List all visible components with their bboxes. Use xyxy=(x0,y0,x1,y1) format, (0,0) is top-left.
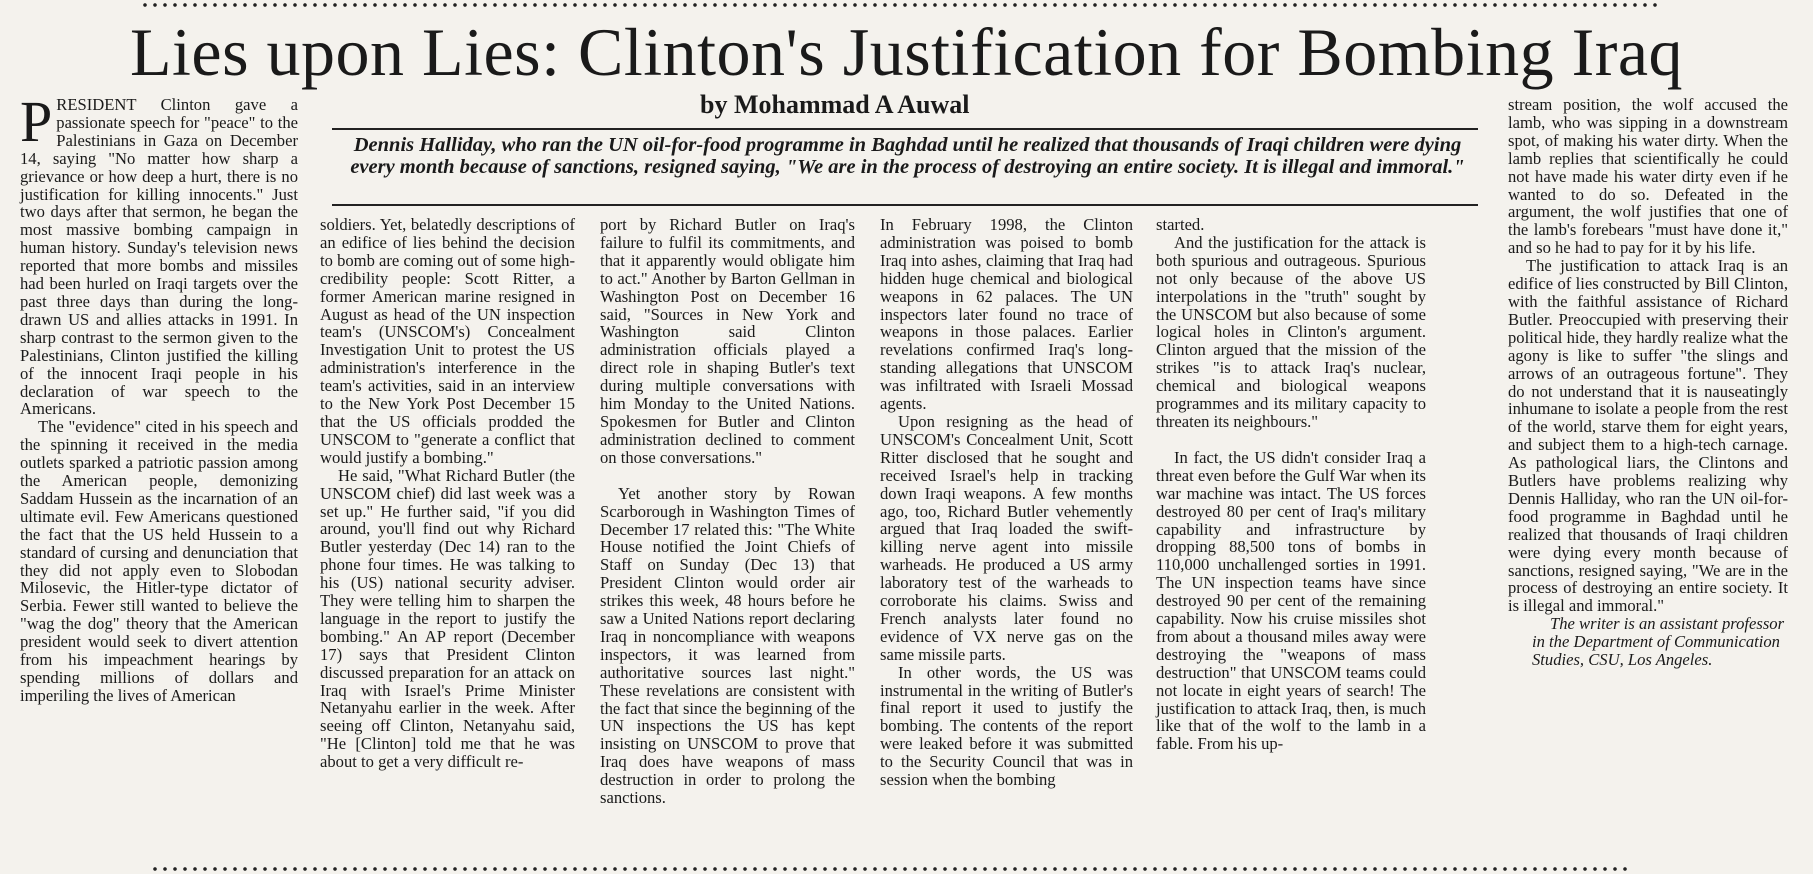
author-signature: The writer is an assistant professor in the Department of Communication Studies, CSU, Los Angeles. xyxy=(1532,614,1785,670)
deck-rule-bottom xyxy=(332,204,1478,206)
deck-rule-top xyxy=(332,128,1478,130)
deck-pull-quote: Dennis Halliday, who ran the UN oil-for-food programme in Baghdad until he realized that thousands of Iraqi children were dying every month because of sanctions, resigned saying, "We are in the process of destroying an entire society. It is illegal and immoral." xyxy=(350,134,1465,178)
headline: Lies upon Lies: Clinton's Justification for Bombing Iraq xyxy=(129,14,1684,90)
bottom-dotted-rule xyxy=(150,864,1630,874)
paragraph-text: RESIDENT Clinton gave a passionate speech for "peace" to the Palestinians in Gaza on December 14, saying "No matter how sharp a grievance or how deep a hurt, there is no justification for killing innocents." Just two days after that sermon, he began the most massive bombing campaign in human history. Sunday's television news reported that more bombs and missiles had been hurled on Iraqi targets over the past three days than during the long-drawn US and allies attacks in 1991. In sharp contrast to the sermon given to the Palestinians, Clinton justified the killing of the innocent Iraqi people in his declaration of war speech to the Americans. xyxy=(20,95,298,419)
paragraph: He said, "What Richard Butler (the UNSCOM chief) did last week was a set up." He further said, "if you did around, you'll find out why Richard Butler yesterday (Dec 14) ran to the phone four times. He was talking to his (US) national security adviser. They were telling him to sharpen the language in the report to justify the bombing." An AP report (December 17) says that President Clinton discussed preparation for an attack on Iraq with Israel's Prime Minister Netanyahu earlier in the week. After seeing off Clinton, Netanyahu said, "He [Clinton] told me that he was about to get a very difficult re- xyxy=(320,465,575,772)
byline: by Mohammad A Auwal xyxy=(700,90,970,119)
column-1 xyxy=(20,89,298,705)
paragraph: Yet another story by Rowan Scarborough in Washington Times of December 17 related this: "The White House notified the Joint Chiefs of Staff on Sunday (Dec 13) that President Clinton would order air strikes this week, 48 hours before he saw a United Nations report declaring Iraq in noncompliance with weapons inspectors, it was learned from authoritative sources last night." These revelations are consistent with the fact that since the beginning of the UN inspections the US has kept insisting on UNSCOM to prove that Iraq does have weapons of mass destruction in order to prolong the sanctions. xyxy=(600,483,855,808)
paragraph: port by Richard Butler on Iraq's failure to fulfil its commitments, and that it apparently would obligate him to act." Another by Barton Gellman in Washington Post on December 16 said, "Sources in New York and Washington said Clinton administration officials played a direct role in shaping Butler's text during multiple conversations with him Monday to the United Nations. Spokesmen for Butler and Clinton administration declined to comment on those conversations." xyxy=(600,215,855,467)
column-3 xyxy=(600,216,855,807)
paragraph: stream position, the wolf accused the lamb, who was sipping in a downstream spot, of making his water dirty. When the lamb replies that scientifically he could not have made his water dirty even if he wanted to do so. Defeated in the argument, the wolf justifies that one of the lamb's forebears "must have done it," and so he had to pay for it by his life. xyxy=(1508,95,1788,258)
paragraph xyxy=(20,89,298,419)
paragraph: soldiers. Yet, belatedly descriptions of an edifice of lies behind the decision to bomb are coming out of some high-credibility people: Scott Ritter, a former American marine resigned in August as head of the UN inspection team's (UNSCOM's) Concealment Investigation Unit to protest the US administration's interference in the team's activities, said in an interview to the New York Post December 15 that the US officials prodded the UNSCOM to "generate a conflict that would justify a bombing." xyxy=(320,215,575,467)
column-5 xyxy=(1156,216,1426,753)
column-2 xyxy=(320,216,575,771)
paragraph: In other words, the US was instrumental in the writing of Butler's final report it used to justify the bombing. The contents of the report were leaked before it was submitted to the Security Council that was in session when the bombing xyxy=(880,662,1133,790)
column-6 xyxy=(1508,96,1788,669)
paragraph: Upon resigning as the head of UNSCOM's Concealment Unit, Scott Ritter disclosed that he sought and received Israel's help in tracking down Iraqi weapons. A few months ago, too, Richard Butler vehemently argued that Iraq loaded the swift-killing nerve agent into missile warheads. He produced a US army laboratory test of the warheads to corroborate his claims. Swiss and French analysts later found no evidence of VX nerve gas on the same missile parts. xyxy=(880,411,1133,664)
paragraph: And the justification for the attack is both spurious and outrageous. Spurious not only because of the above US interpolations in the "truth" sought by the UNSCOM but also because of some logical holes in Clinton's argument. Clinton argued that the mission of the strikes "is to attack Iraq's nuclear, chemical and biological weapons programmes and its military capacity to threaten its neighbours." xyxy=(1156,232,1426,431)
paragraph: started. xyxy=(1156,215,1205,234)
column-4 xyxy=(880,216,1133,789)
paragraph: In fact, the US didn't consider Iraq a threat even before the Gulf War when its war machine was intact. The US forces destroyed 80 per cent of Iraq's military capability and infrastructure by dropping 88,500 tons of bombs in 110,000 unchallenged sorties in 1991. The UN inspection teams have since destroyed 90 per cent of the remaining capability. Now his cruise missiles shot from about a thousand miles away were destroying the "weapons of mass destruction" that UNSCOM teams could not locate in eight years of search! The justification to attack Iraq, then, is much like that of the wolf to the lamb in a fable. From his up- xyxy=(1156,447,1426,754)
paragraph: The "evidence" cited in his speech and the spinning it received in the media outlets sparked a patriotic passion among the American people, demonizing Saddam Hussein as the incarnation of an ultimate evil. Few Americans questioned the fact that the US held Hussein to a standard of cursing and denunciation that they did not apply even to Slobodan Milosevic, the Hitler-type dictator of Serbia. Fewer still wanted to believe the "wag the dog" theory that the American president would seek to divert attention from his impeachment hearings by spending millions of dollars and imperiling the lives of American xyxy=(20,417,298,705)
paragraph: In February 1998, the Clinton administration was poised to bomb Iraq into ashes, claiming that Iraq had hidden huge chemical and biological weapons in 62 palaces. The UN inspectors later found no trace of weapons in those palaces. Earlier revelations confirmed Iraq's long-standing allegations that UNSCOM was infiltrated with Israeli Mossad agents. xyxy=(880,215,1133,414)
drop-cap: P xyxy=(20,89,53,154)
paragraph: The justification to attack Iraq is an edifice of lies constructed by Bill Clinton, with the faithful assistance of Richard Butler. Preoccupied with preserving their political hide, they hardly realize what the agony is like to suffer "the slings and arrows of an outrageous fortune". They do not understand that it is nauseatingly inhumane to isolate a people from the rest of the world, starve them for eight years, and subject them to a high-tech carnage. As pathological liars, the Clintons and Butlers have problems realizing why Dennis Halliday, who ran the UN oil-for-food programme in Baghdad until he realized that thousands of Iraqi children were dying every month because of sanctions, resigned saying, "We are in the process of destroying an entire society. It is illegal and immoral." xyxy=(1508,256,1788,616)
top-dotted-rule xyxy=(140,0,1660,10)
